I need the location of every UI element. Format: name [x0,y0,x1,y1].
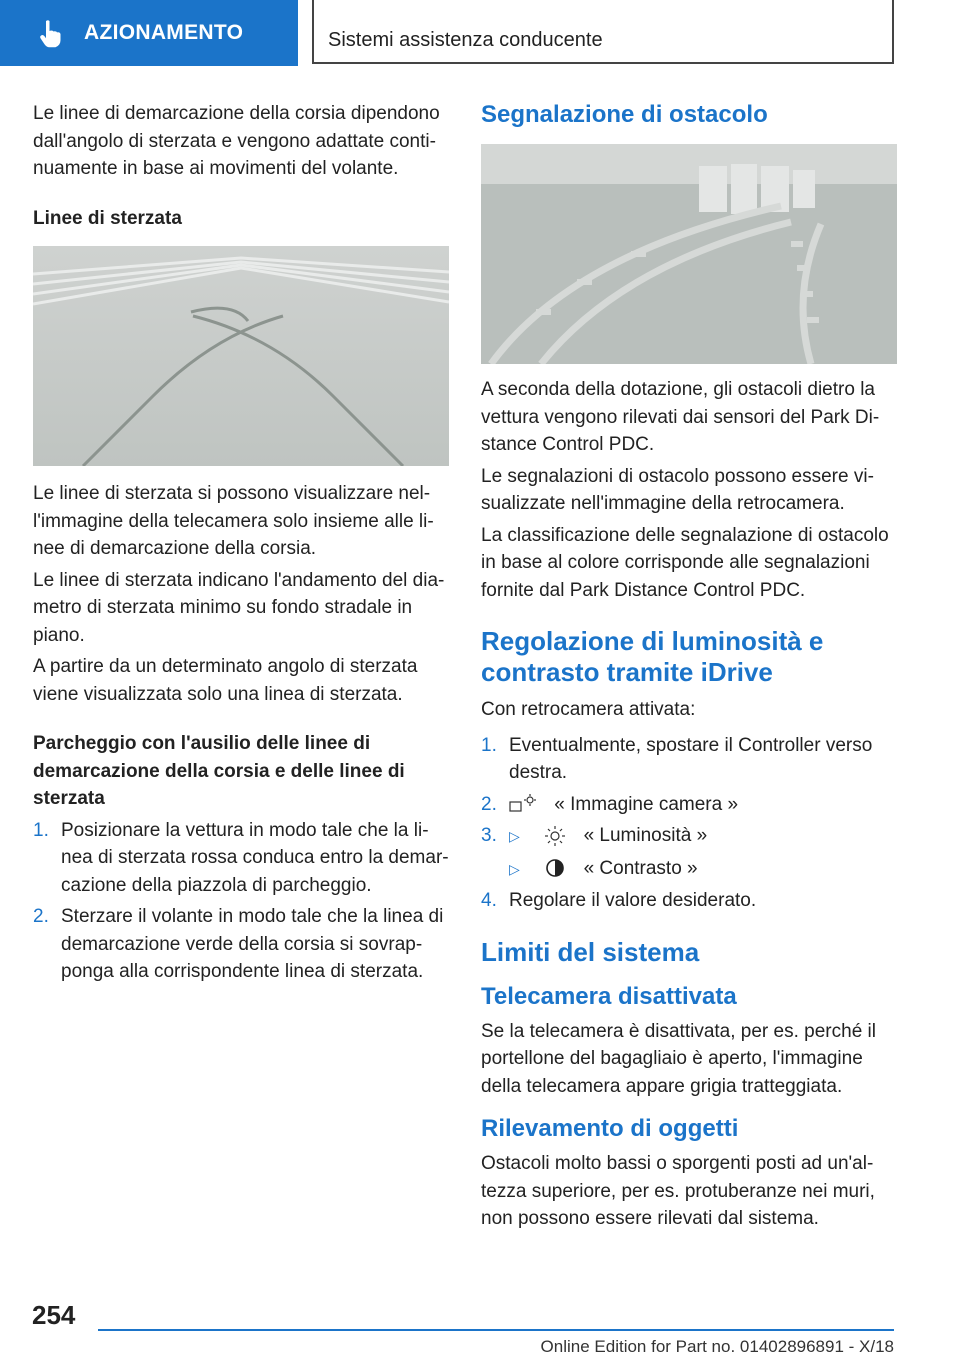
detection-heading: Rilevamento di oggetti [481,1115,739,1142]
list-item [481,791,897,819]
chapter-label: Sistemi assistenza conducente [328,29,603,51]
sun-icon [542,825,568,847]
camera-settings-icon [509,793,539,815]
list-item [481,855,897,884]
detection-paragraph: Ostacoli molto bassi o sporgenti posti ad un'altezza superiore, per es. protuberanze nei muri, non possono essere rilevati dal sistema. [481,1153,875,1229]
list-item [481,887,897,915]
step-number: 3. [481,825,497,846]
step-text: « Luminosità » [583,825,708,846]
step-number: 2. [481,793,497,815]
section-label: AZIONAMENTO [84,21,244,44]
camera-off-paragraph: Se la telecamera è disattivata, per es. perché il portellone del bagagliaio è aperto, l'immagine della telecamera appare grigia tratteggiata. [481,1020,876,1097]
camera-off-heading: Telecamera disattivata [481,982,737,1010]
step-text: Sterzare il volante in modo tale che la linea di demarcazione verde della corsia si sovrapponga alla corrispondente linea di sterzata. [61,906,444,982]
obstacle-paragraph-2: Le segnalazioni di ostacolo possono essere visualizzate nell'immagine della retrocamera. [481,465,874,514]
brightness-steps-list [481,732,897,915]
hand-pointer-icon [36,18,66,48]
step-number: 1. [481,734,497,756]
obstacle-paragraph-1: A seconda della dotazione, gli ostacoli dietro la vettura vengono rilevati dai sensori del Park Distance Control PDC. [481,379,880,455]
steering-paragraph-2: Le linee di sterzata indicano l'andamento del diametro di sterzata minimo su fondo stradale in piano. [33,569,445,646]
brightness-intro: Con retrocamera attivata: [481,699,696,720]
footer-divider [98,1329,894,1331]
list-item [33,903,449,986]
step-number: 4. [481,890,497,911]
chapter-header [312,0,894,64]
list-item [33,817,449,900]
step-number: 1. [33,819,49,841]
arrow-marker: ▷ [509,828,520,844]
steering-lines-figure [33,246,449,466]
contrast-icon [542,857,568,879]
steering-lines-heading: Linee di sterzata [33,207,182,229]
step-number: 2. [33,906,49,927]
list-item [481,732,897,787]
parking-steps-list [33,817,449,986]
page-number: 254 [32,1300,76,1330]
step-text: Eventualmente, spostare il Controller verso destra. [509,734,873,783]
obstacle-figure [481,144,897,364]
brightness-heading: Regolazione di luminosità e contrasto tramite iDrive [481,626,824,687]
list-item [481,822,897,851]
section-tab [0,0,298,66]
step-text: Regolare il valore desiderato. [509,890,757,911]
parking-heading: Parcheggio con l'ausilio delle linee di demarcazione della corsia e delle linee di sterzata [33,733,405,809]
step-text: « Immagine camera » [554,793,739,815]
limits-heading: Limiti del sistema [481,936,700,967]
edition-footer: Online Edition for Part no. 01402896891 - X/18 [540,1337,894,1356]
step-text: « Contrasto » [583,857,698,879]
intro-paragraph: Le linee di demarcazione della corsia dipendono dall'angolo di sterzata e vengono adattate continuamente in base ai movimenti del volante. [33,103,440,179]
step-text: Posizionare la vettura in modo tale che la linea di sterzata rossa conduca entro la demarcazione della piazzola di parcheggio. [61,819,449,896]
arrow-marker: ▷ [509,860,520,877]
obstacle-paragraph-3: La classificazione delle segnalazione di ostacolo in base al colore corrisponde alle segnalazioni fornite dal Park Distance Control PDC. [481,524,889,601]
right-column [481,100,897,1233]
left-column [33,100,449,986]
steering-paragraph-1: Le linee di sterzata si possono visualizzare nell'immagine della telecamera solo insieme alle linee di demarcazione della corsia. [33,483,434,559]
obstacle-heading: Segnalazione di ostacolo [481,101,768,128]
steering-paragraph-3: A partire da un determinato angolo di sterzata viene visualizzata solo una linea di sterzata. [33,656,418,705]
